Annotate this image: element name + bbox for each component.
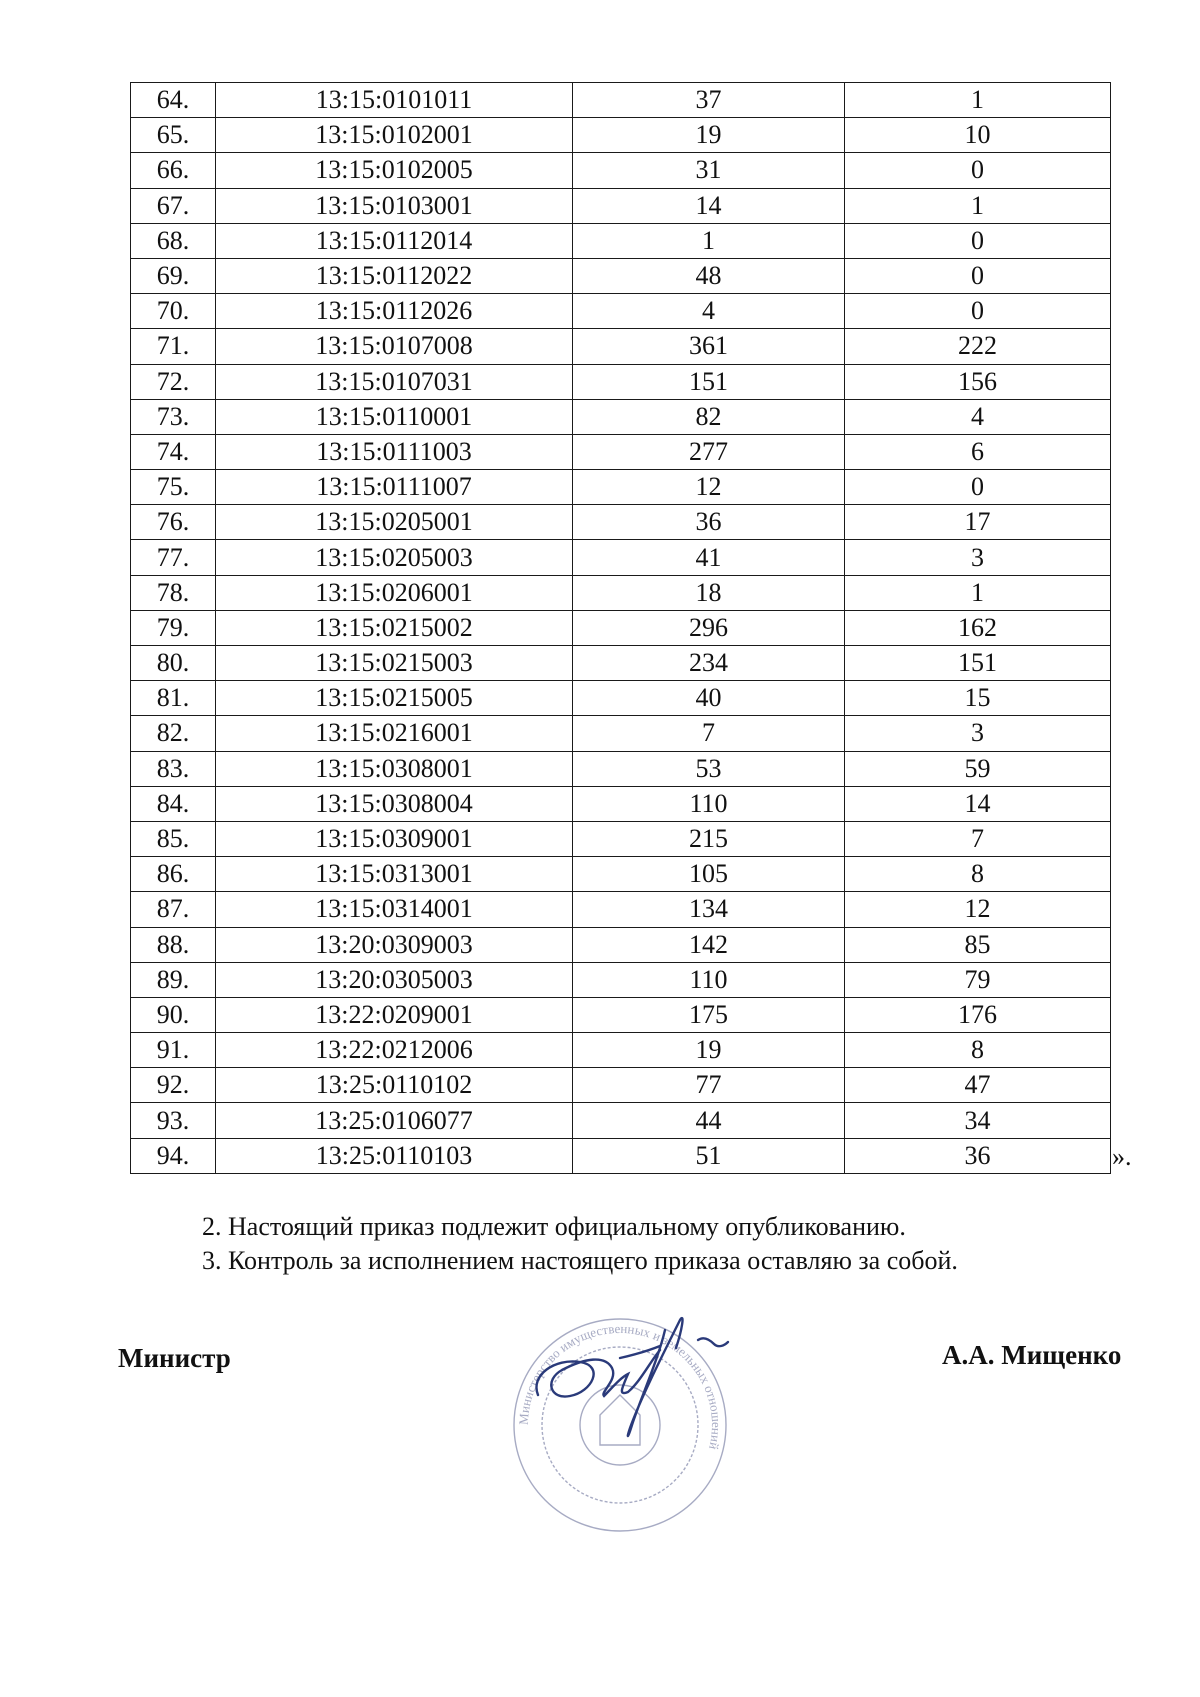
value-cell-1: 142	[573, 927, 845, 962]
table-row	[131, 892, 1111, 927]
cadastral-number-cell: 13:15:0314001	[216, 892, 573, 927]
table-row	[131, 329, 1111, 364]
value-cell-1: 18	[573, 575, 845, 610]
table-row	[131, 575, 1111, 610]
row-number-cell: 82.	[131, 716, 216, 751]
cadastral-number-cell: 13:15:0101011	[216, 83, 573, 118]
table-row	[131, 188, 1111, 223]
row-number-cell: 73.	[131, 399, 216, 434]
cadastral-number-cell: 13:25:0110102	[216, 1068, 573, 1103]
value-cell-1: 44	[573, 1103, 845, 1138]
cadastral-number-cell: 13:25:0106077	[216, 1103, 573, 1138]
cadastral-number-cell: 13:15:0308001	[216, 751, 573, 786]
row-number-cell: 71.	[131, 329, 216, 364]
table-row	[131, 716, 1111, 751]
value-cell-2: 14	[845, 786, 1111, 821]
value-cell-1: 12	[573, 470, 845, 505]
table-row	[131, 751, 1111, 786]
cadastral-number-cell: 13:15:0107008	[216, 329, 573, 364]
value-cell-2: 162	[845, 610, 1111, 645]
value-cell-2: 34	[845, 1103, 1111, 1138]
table-row	[131, 223, 1111, 258]
row-number-cell: 72.	[131, 364, 216, 399]
cadastral-number-cell: 13:15:0309001	[216, 821, 573, 856]
paragraph-item-3: 3. Контроль за исполнением настоящего приказа оставляю за собой.	[202, 1246, 958, 1275]
table-row	[131, 681, 1111, 716]
value-cell-2: 17	[845, 505, 1111, 540]
table-row	[131, 434, 1111, 469]
value-cell-2: 1	[845, 575, 1111, 610]
table-row	[131, 786, 1111, 821]
cadastral-number-cell: 13:15:0112014	[216, 223, 573, 258]
row-number-cell: 75.	[131, 470, 216, 505]
value-cell-1: 40	[573, 681, 845, 716]
value-cell-1: 105	[573, 857, 845, 892]
value-cell-2: 0	[845, 223, 1111, 258]
row-number-cell: 94.	[131, 1138, 216, 1173]
cadastral-number-cell: 13:15:0112022	[216, 258, 573, 293]
value-cell-2: 156	[845, 364, 1111, 399]
value-cell-2: 15	[845, 681, 1111, 716]
value-cell-2: 12	[845, 892, 1111, 927]
table-row	[131, 364, 1111, 399]
table-row	[131, 470, 1111, 505]
value-cell-1: 19	[573, 1033, 845, 1068]
value-cell-2: 0	[845, 153, 1111, 188]
value-cell-1: 234	[573, 646, 845, 681]
row-number-cell: 69.	[131, 258, 216, 293]
value-cell-1: 31	[573, 153, 845, 188]
row-number-cell: 81.	[131, 681, 216, 716]
cadastral-number-cell: 13:15:0205001	[216, 505, 573, 540]
cadastral-number-cell: 13:15:0215005	[216, 681, 573, 716]
seal-inner-ring	[542, 1347, 698, 1503]
value-cell-2: 59	[845, 751, 1111, 786]
row-number-cell: 74.	[131, 434, 216, 469]
value-cell-1: 361	[573, 329, 845, 364]
value-cell-2: 10	[845, 118, 1111, 153]
row-number-cell: 89.	[131, 962, 216, 997]
value-cell-2: 3	[845, 540, 1111, 575]
value-cell-1: 82	[573, 399, 845, 434]
value-cell-1: 48	[573, 258, 845, 293]
value-cell-1: 14	[573, 188, 845, 223]
cadastral-number-cell: 13:20:0309003	[216, 927, 573, 962]
value-cell-2: 3	[845, 716, 1111, 751]
row-number-cell: 88.	[131, 927, 216, 962]
table-row	[131, 1138, 1111, 1173]
row-number-cell: 76.	[131, 505, 216, 540]
value-cell-1: 77	[573, 1068, 845, 1103]
seal-stamp	[514, 1319, 726, 1531]
value-cell-1: 19	[573, 118, 845, 153]
table-row	[131, 821, 1111, 856]
value-cell-2: 1	[845, 188, 1111, 223]
row-number-cell: 65.	[131, 118, 216, 153]
row-number-cell: 64.	[131, 83, 216, 118]
cadastral-number-cell: 13:25:0110103	[216, 1138, 573, 1173]
closing-quote: ».	[1112, 1142, 1132, 1171]
row-number-cell: 86.	[131, 857, 216, 892]
seal-lettering: Министерство имущественных и земельных отношений	[515, 1320, 725, 1451]
table-row	[131, 646, 1111, 681]
value-cell-1: 37	[573, 83, 845, 118]
table-row	[131, 962, 1111, 997]
paragraph-item-2: 2. Настоящий приказ подлежит официальному опубликованию.	[202, 1212, 906, 1241]
cadastral-number-cell: 13:15:0102001	[216, 118, 573, 153]
row-number-cell: 70.	[131, 294, 216, 329]
table-row	[131, 997, 1111, 1032]
value-cell-2: 6	[845, 434, 1111, 469]
seal-emblem	[580, 1385, 660, 1465]
value-cell-1: 41	[573, 540, 845, 575]
value-cell-1: 175	[573, 997, 845, 1032]
value-cell-1: 134	[573, 892, 845, 927]
cadastral-number-cell: 13:15:0102005	[216, 153, 573, 188]
value-cell-1: 277	[573, 434, 845, 469]
value-cell-2: 176	[845, 997, 1111, 1032]
value-cell-2: 7	[845, 821, 1111, 856]
row-number-cell: 84.	[131, 786, 216, 821]
value-cell-2: 0	[845, 470, 1111, 505]
row-number-cell: 85.	[131, 821, 216, 856]
value-cell-2: 0	[845, 294, 1111, 329]
cadastral-number-cell: 13:15:0313001	[216, 857, 573, 892]
cadastral-number-cell: 13:15:0112026	[216, 294, 573, 329]
value-cell-1: 1	[573, 223, 845, 258]
table-row	[131, 153, 1111, 188]
cadastral-number-cell: 13:15:0205003	[216, 540, 573, 575]
value-cell-1: 296	[573, 610, 845, 645]
value-cell-1: 151	[573, 364, 845, 399]
value-cell-2: 47	[845, 1068, 1111, 1103]
table-row	[131, 258, 1111, 293]
row-number-cell: 93.	[131, 1103, 216, 1138]
value-cell-2: 4	[845, 399, 1111, 434]
cadastral-number-cell: 13:22:0209001	[216, 997, 573, 1032]
row-number-cell: 80.	[131, 646, 216, 681]
value-cell-2: 79	[845, 962, 1111, 997]
table-row	[131, 1068, 1111, 1103]
table-row	[131, 1103, 1111, 1138]
row-number-cell: 83.	[131, 751, 216, 786]
value-cell-2: 151	[845, 646, 1111, 681]
row-number-cell: 66.	[131, 153, 216, 188]
value-cell-1: 110	[573, 962, 845, 997]
cadastral-number-cell: 13:15:0206001	[216, 575, 573, 610]
value-cell-1: 53	[573, 751, 845, 786]
row-number-cell: 77.	[131, 540, 216, 575]
cadastral-number-cell: 13:15:0111003	[216, 434, 573, 469]
value-cell-1: 110	[573, 786, 845, 821]
cadastral-number-cell: 13:15:0216001	[216, 716, 573, 751]
table-body	[131, 83, 1111, 1174]
table-row	[131, 610, 1111, 645]
cadastral-number-cell: 13:15:0111007	[216, 470, 573, 505]
row-number-cell: 79.	[131, 610, 216, 645]
table-row	[131, 118, 1111, 153]
table-row	[131, 399, 1111, 434]
row-number-cell: 78.	[131, 575, 216, 610]
table-row	[131, 927, 1111, 962]
value-cell-2: 36	[845, 1138, 1111, 1173]
cadastral-number-cell: 13:22:0212006	[216, 1033, 573, 1068]
row-number-cell: 87.	[131, 892, 216, 927]
value-cell-1: 36	[573, 505, 845, 540]
signer-name: А.А. Мищенко	[942, 1340, 1122, 1370]
value-cell-2: 85	[845, 927, 1111, 962]
table-row	[131, 294, 1111, 329]
cadastral-number-cell: 13:15:0215002	[216, 610, 573, 645]
official-seal-and-signature	[500, 1300, 740, 1550]
cadastral-number-cell: 13:15:0110001	[216, 399, 573, 434]
row-number-cell: 92.	[131, 1068, 216, 1103]
row-number-cell: 67.	[131, 188, 216, 223]
cadastral-number-cell: 13:15:0107031	[216, 364, 573, 399]
signer-title: Министр	[118, 1343, 231, 1373]
table-row	[131, 857, 1111, 892]
value-cell-2: 1	[845, 83, 1111, 118]
value-cell-1: 51	[573, 1138, 845, 1173]
value-cell-2: 222	[845, 329, 1111, 364]
value-cell-1: 7	[573, 716, 845, 751]
cadastral-number-cell: 13:15:0215003	[216, 646, 573, 681]
cadastral-number-cell: 13:20:0305003	[216, 962, 573, 997]
value-cell-1: 4	[573, 294, 845, 329]
table-row	[131, 540, 1111, 575]
row-number-cell: 68.	[131, 223, 216, 258]
row-number-cell: 91.	[131, 1033, 216, 1068]
value-cell-2: 0	[845, 258, 1111, 293]
table-row	[131, 505, 1111, 540]
value-cell-2: 8	[845, 1033, 1111, 1068]
value-cell-2: 8	[845, 857, 1111, 892]
row-number-cell: 90.	[131, 997, 216, 1032]
cadastral-number-cell: 13:15:0103001	[216, 188, 573, 223]
data-table	[130, 82, 1111, 1174]
table-row	[131, 1033, 1111, 1068]
table-row	[131, 83, 1111, 118]
cadastral-number-cell: 13:15:0308004	[216, 786, 573, 821]
value-cell-1: 215	[573, 821, 845, 856]
seal-outer-ring	[514, 1319, 726, 1531]
